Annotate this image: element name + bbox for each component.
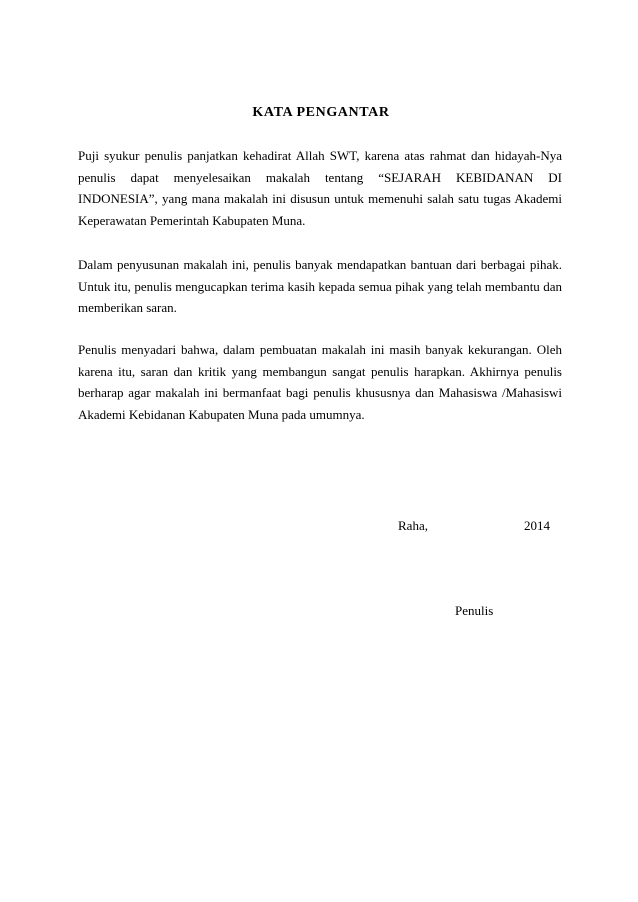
title-text: KATA PENGANTAR	[252, 105, 390, 120]
paragraph-2: Dalam penyusunan makalah ini, penulis banyak mendapatkan bantuan dari berbagai pihak. Untuk itu, penulis mengucapkan terima kasih kepada semua pihak yang telah membantu dan memberikan saran.	[78, 257, 562, 316]
page-title	[0, 105, 638, 121]
paragraph-1: Puji syukur penulis panjatkan kehadirat Allah SWT, karena atas rahmat dan hidayah-Nya penulis dapat menyelesaikan makalah tentang “SEJARAH KEBIDANAN DI INDONESIA”, yang mana makalah ini disusun untuk memenuhi salah satu tugas Akademi Keperawatan Pemerintah Kabupaten Muna.	[78, 148, 562, 228]
closing-year: 2014	[524, 518, 550, 533]
paragraph-3: Penulis menyadari bahwa, dalam pembuatan makalah ini masih banyak kekurangan. Oleh karena itu, saran dan kritik yang membangun sangat penulis harapkan. Akhirnya penulis berharap agar makalah ini bermanfaat bagi penulis khususnya dan Mahasiswa /Mahasiswi Akademi Kebidanan Kabupaten Muna pada umumnya.	[78, 342, 562, 422]
signature: Penulis	[455, 603, 494, 618]
closing-place: Raha,	[398, 518, 428, 533]
